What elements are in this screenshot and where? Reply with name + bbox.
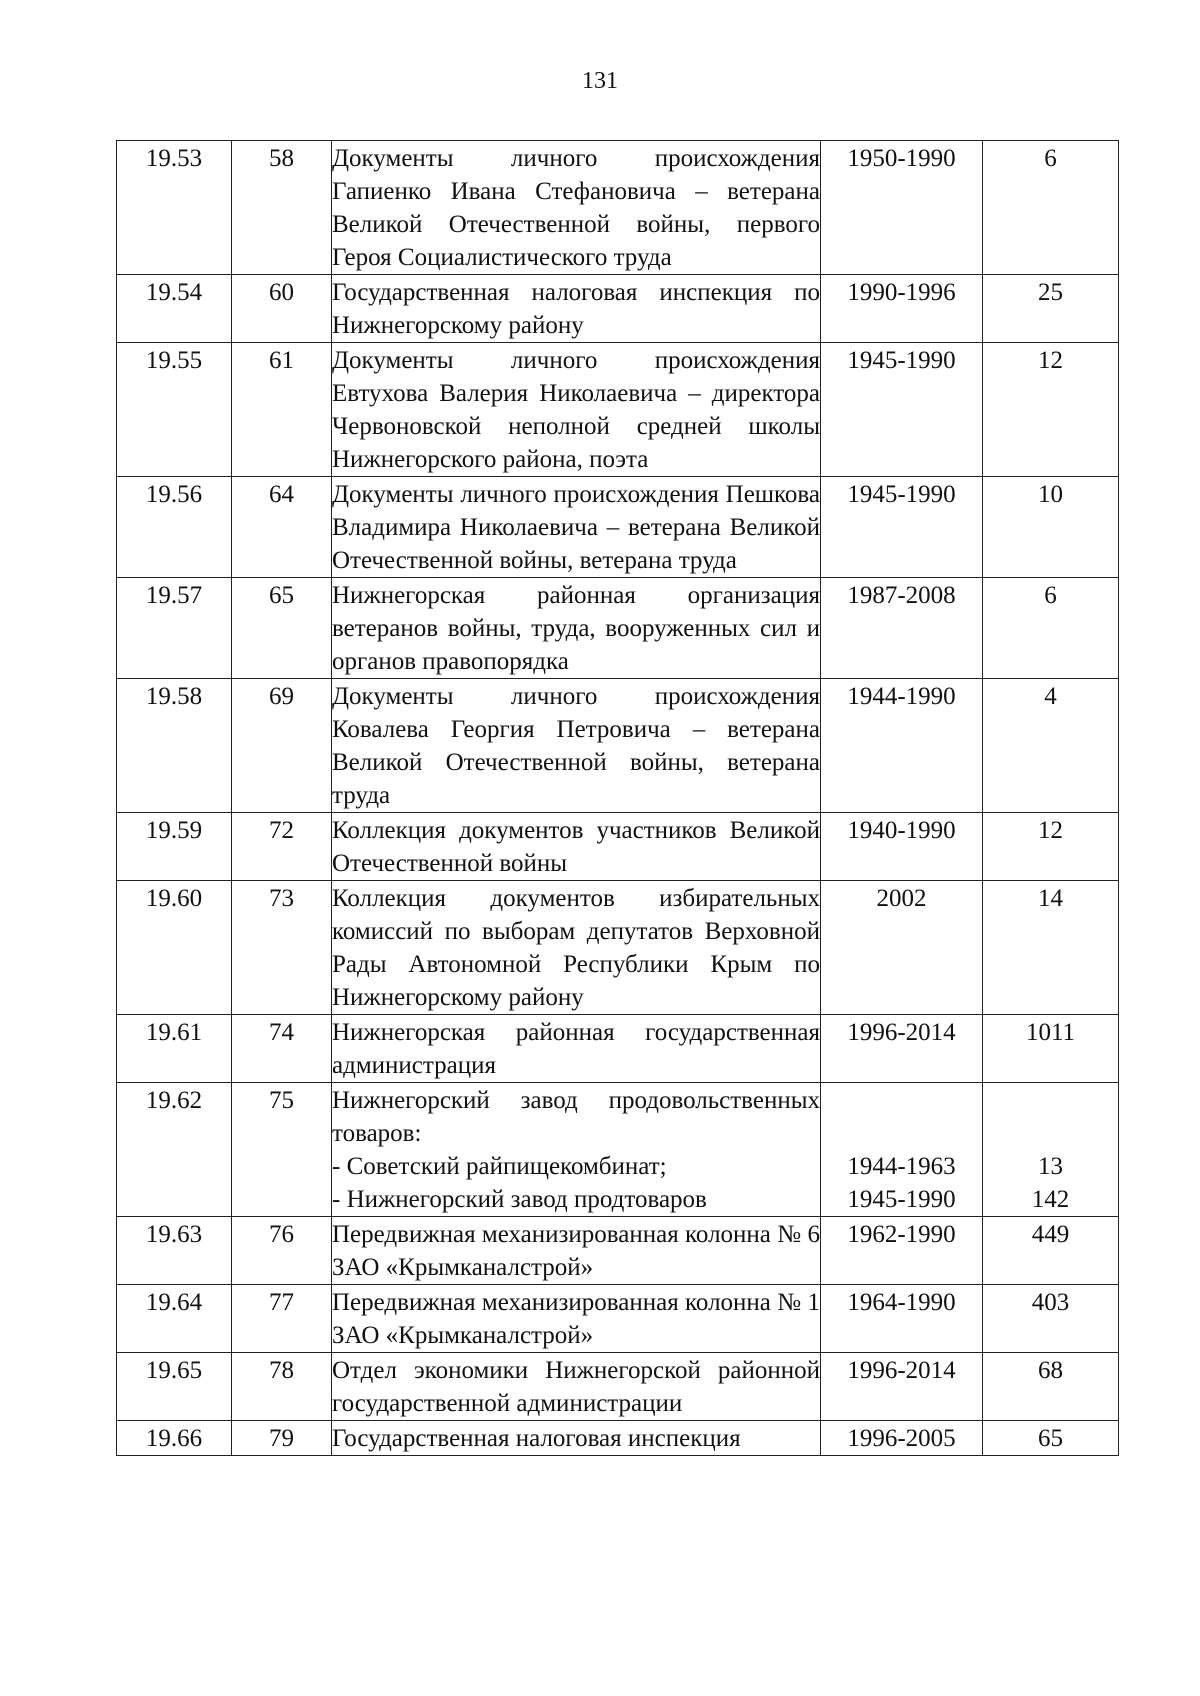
row-number: 19.56 (117, 477, 232, 578)
fund-number: 76 (232, 1217, 332, 1285)
fund-description (332, 1217, 821, 1285)
fund-description (332, 881, 821, 1015)
date-range: 1950-1990 (821, 141, 983, 275)
fund-description (332, 578, 821, 679)
sub-fund-item: - Советский райпищекомбинат; (332, 1153, 667, 1180)
fund-number: 64 (232, 477, 332, 578)
fund-number: 72 (232, 813, 332, 881)
row-number: 19.64 (117, 1285, 232, 1353)
row-number: 19.61 (117, 1015, 232, 1083)
cell-spacer (821, 1084, 982, 1150)
fund-description (332, 1421, 821, 1456)
row-number: 19.60 (117, 881, 232, 1015)
fund-description (332, 1015, 821, 1083)
fund-description (332, 141, 821, 275)
table-row (117, 1421, 1119, 1456)
date-range: 1996-2014 (821, 1353, 983, 1421)
item-count: 6 (983, 578, 1119, 679)
row-number: 19.54 (117, 275, 232, 343)
fund-description-text: Передвижная механизированная колонна № 1 ЗАО «Крымканалстрой» (332, 1289, 820, 1349)
table-row (117, 679, 1119, 813)
fund-description (332, 343, 821, 477)
date-range: 1944-1990 (821, 679, 983, 813)
date-range: 1962-1990 (821, 1217, 983, 1285)
fund-description-text: Документы личного происхождения Гапиенко Ивана Стефановича – ветерана Великой Отечественной войны, первого Героя Социалистического труда (332, 145, 820, 271)
date-range: 1940-1990 (821, 813, 983, 881)
row-number: 19.65 (117, 1353, 232, 1421)
date-range: 1945-1990 (821, 343, 983, 477)
fund-description (332, 477, 821, 578)
fund-number: 78 (232, 1353, 332, 1421)
item-count: 403 (983, 1285, 1119, 1353)
item-count: 12 (983, 813, 1119, 881)
item-count: 14 (983, 881, 1119, 1015)
row-number: 19.63 (117, 1217, 232, 1285)
fund-description (332, 275, 821, 343)
fund-description-text: Коллекция документов участников Великой Отечественной войны (332, 817, 820, 877)
table-body (117, 141, 1119, 1456)
item-count: 25 (983, 275, 1119, 343)
row-number: 19.57 (117, 578, 232, 679)
fund-description (332, 813, 821, 881)
fund-description-text: Отдел экономики Нижнегорской районной государственной администрации (332, 1357, 820, 1417)
table-row (117, 1217, 1119, 1285)
table-row (117, 578, 1119, 679)
sub-fund-item: - Нижнегорский завод продтоваров (332, 1186, 707, 1213)
fund-number: 58 (232, 141, 332, 275)
fund-number: 65 (232, 578, 332, 679)
item-count: 12 (983, 343, 1119, 477)
sub-item-count: 13 (1038, 1153, 1063, 1180)
date-range: 1990-1996 (821, 275, 983, 343)
table-row (117, 1353, 1119, 1421)
item-count: 65 (983, 1421, 1119, 1456)
fund-number: 73 (232, 881, 332, 1015)
table-row (117, 477, 1119, 578)
fund-description-text: Передвижная механизированная колонна № 6 ЗАО «Крымканалстрой» (332, 1221, 820, 1281)
item-count (983, 1083, 1119, 1217)
table-row (117, 1015, 1119, 1083)
row-number: 19.58 (117, 679, 232, 813)
fund-description (332, 1285, 821, 1353)
fund-number: 75 (232, 1083, 332, 1217)
item-count: 1011 (983, 1015, 1119, 1083)
fund-description (332, 1083, 821, 1217)
archive-fund-table (116, 140, 1119, 1456)
fund-description-text: Государственная налоговая инспекция (332, 1425, 741, 1452)
row-number: 19.55 (117, 343, 232, 477)
item-count: 68 (983, 1353, 1119, 1421)
item-count: 6 (983, 141, 1119, 275)
date-range: 1996-2005 (821, 1421, 983, 1456)
table-row (117, 881, 1119, 1015)
sub-item-count: 142 (1031, 1186, 1070, 1213)
date-range (821, 1083, 983, 1217)
fund-number: 74 (232, 1015, 332, 1083)
table-row (117, 141, 1119, 275)
fund-description-text: Документы личного происхождения Ковалева Георгия Петровича – ветерана Великой Отечественной войны, ветерана труда (332, 683, 820, 809)
sub-date-range: 1945-1990 (847, 1186, 956, 1213)
row-number: 19.66 (117, 1421, 232, 1456)
fund-description-text: Нижнегорская районная организация ветеранов войны, труда, вооруженных сил и органов правопорядка (332, 582, 820, 675)
fund-number: 77 (232, 1285, 332, 1353)
date-range: 1945-1990 (821, 477, 983, 578)
item-count: 449 (983, 1217, 1119, 1285)
fund-number: 60 (232, 275, 332, 343)
date-range: 1964-1990 (821, 1285, 983, 1353)
cell-spacer (983, 1084, 1118, 1150)
fund-description (332, 679, 821, 813)
fund-description-text: Нижнегорская районная государственная администрация (332, 1019, 820, 1079)
sub-date-range: 1944-1963 (847, 1153, 956, 1180)
table-row (117, 343, 1119, 477)
item-count: 10 (983, 477, 1119, 578)
row-number: 19.59 (117, 813, 232, 881)
fund-description-text: Документы личного происхождения Евтухова Валерия Николаевича – директора Червоновской неполной средней школы Нижнегорского района, поэта (332, 347, 820, 473)
fund-number: 61 (232, 343, 332, 477)
date-range: 1996-2014 (821, 1015, 983, 1083)
table-row (117, 1285, 1119, 1353)
fund-description (332, 1353, 821, 1421)
table-row (117, 275, 1119, 343)
page-number: 131 (582, 68, 618, 94)
table-row (117, 1083, 1119, 1217)
fund-description-text: Государственная налоговая инспекция по Нижнегорскому району (332, 279, 820, 339)
row-number: 19.62 (117, 1083, 232, 1217)
date-range: 2002 (821, 881, 983, 1015)
row-number: 19.53 (117, 141, 232, 275)
date-range: 1987-2008 (821, 578, 983, 679)
table-row (117, 813, 1119, 881)
item-count: 4 (983, 679, 1119, 813)
fund-description-text: Коллекция документов избирательных комиссий по выборам депутатов Верховной Рады Автономной Республики Крым по Нижнегорскому району (332, 885, 820, 1011)
fund-description-text: Нижнегорский завод продовольственных товаров: (332, 1087, 820, 1147)
fund-number: 69 (232, 679, 332, 813)
fund-number: 79 (232, 1421, 332, 1456)
fund-description-text: Документы личного происхождения Пешкова Владимира Николаевича – ветерана Великой Отечественной войны, ветерана труда (332, 481, 820, 574)
